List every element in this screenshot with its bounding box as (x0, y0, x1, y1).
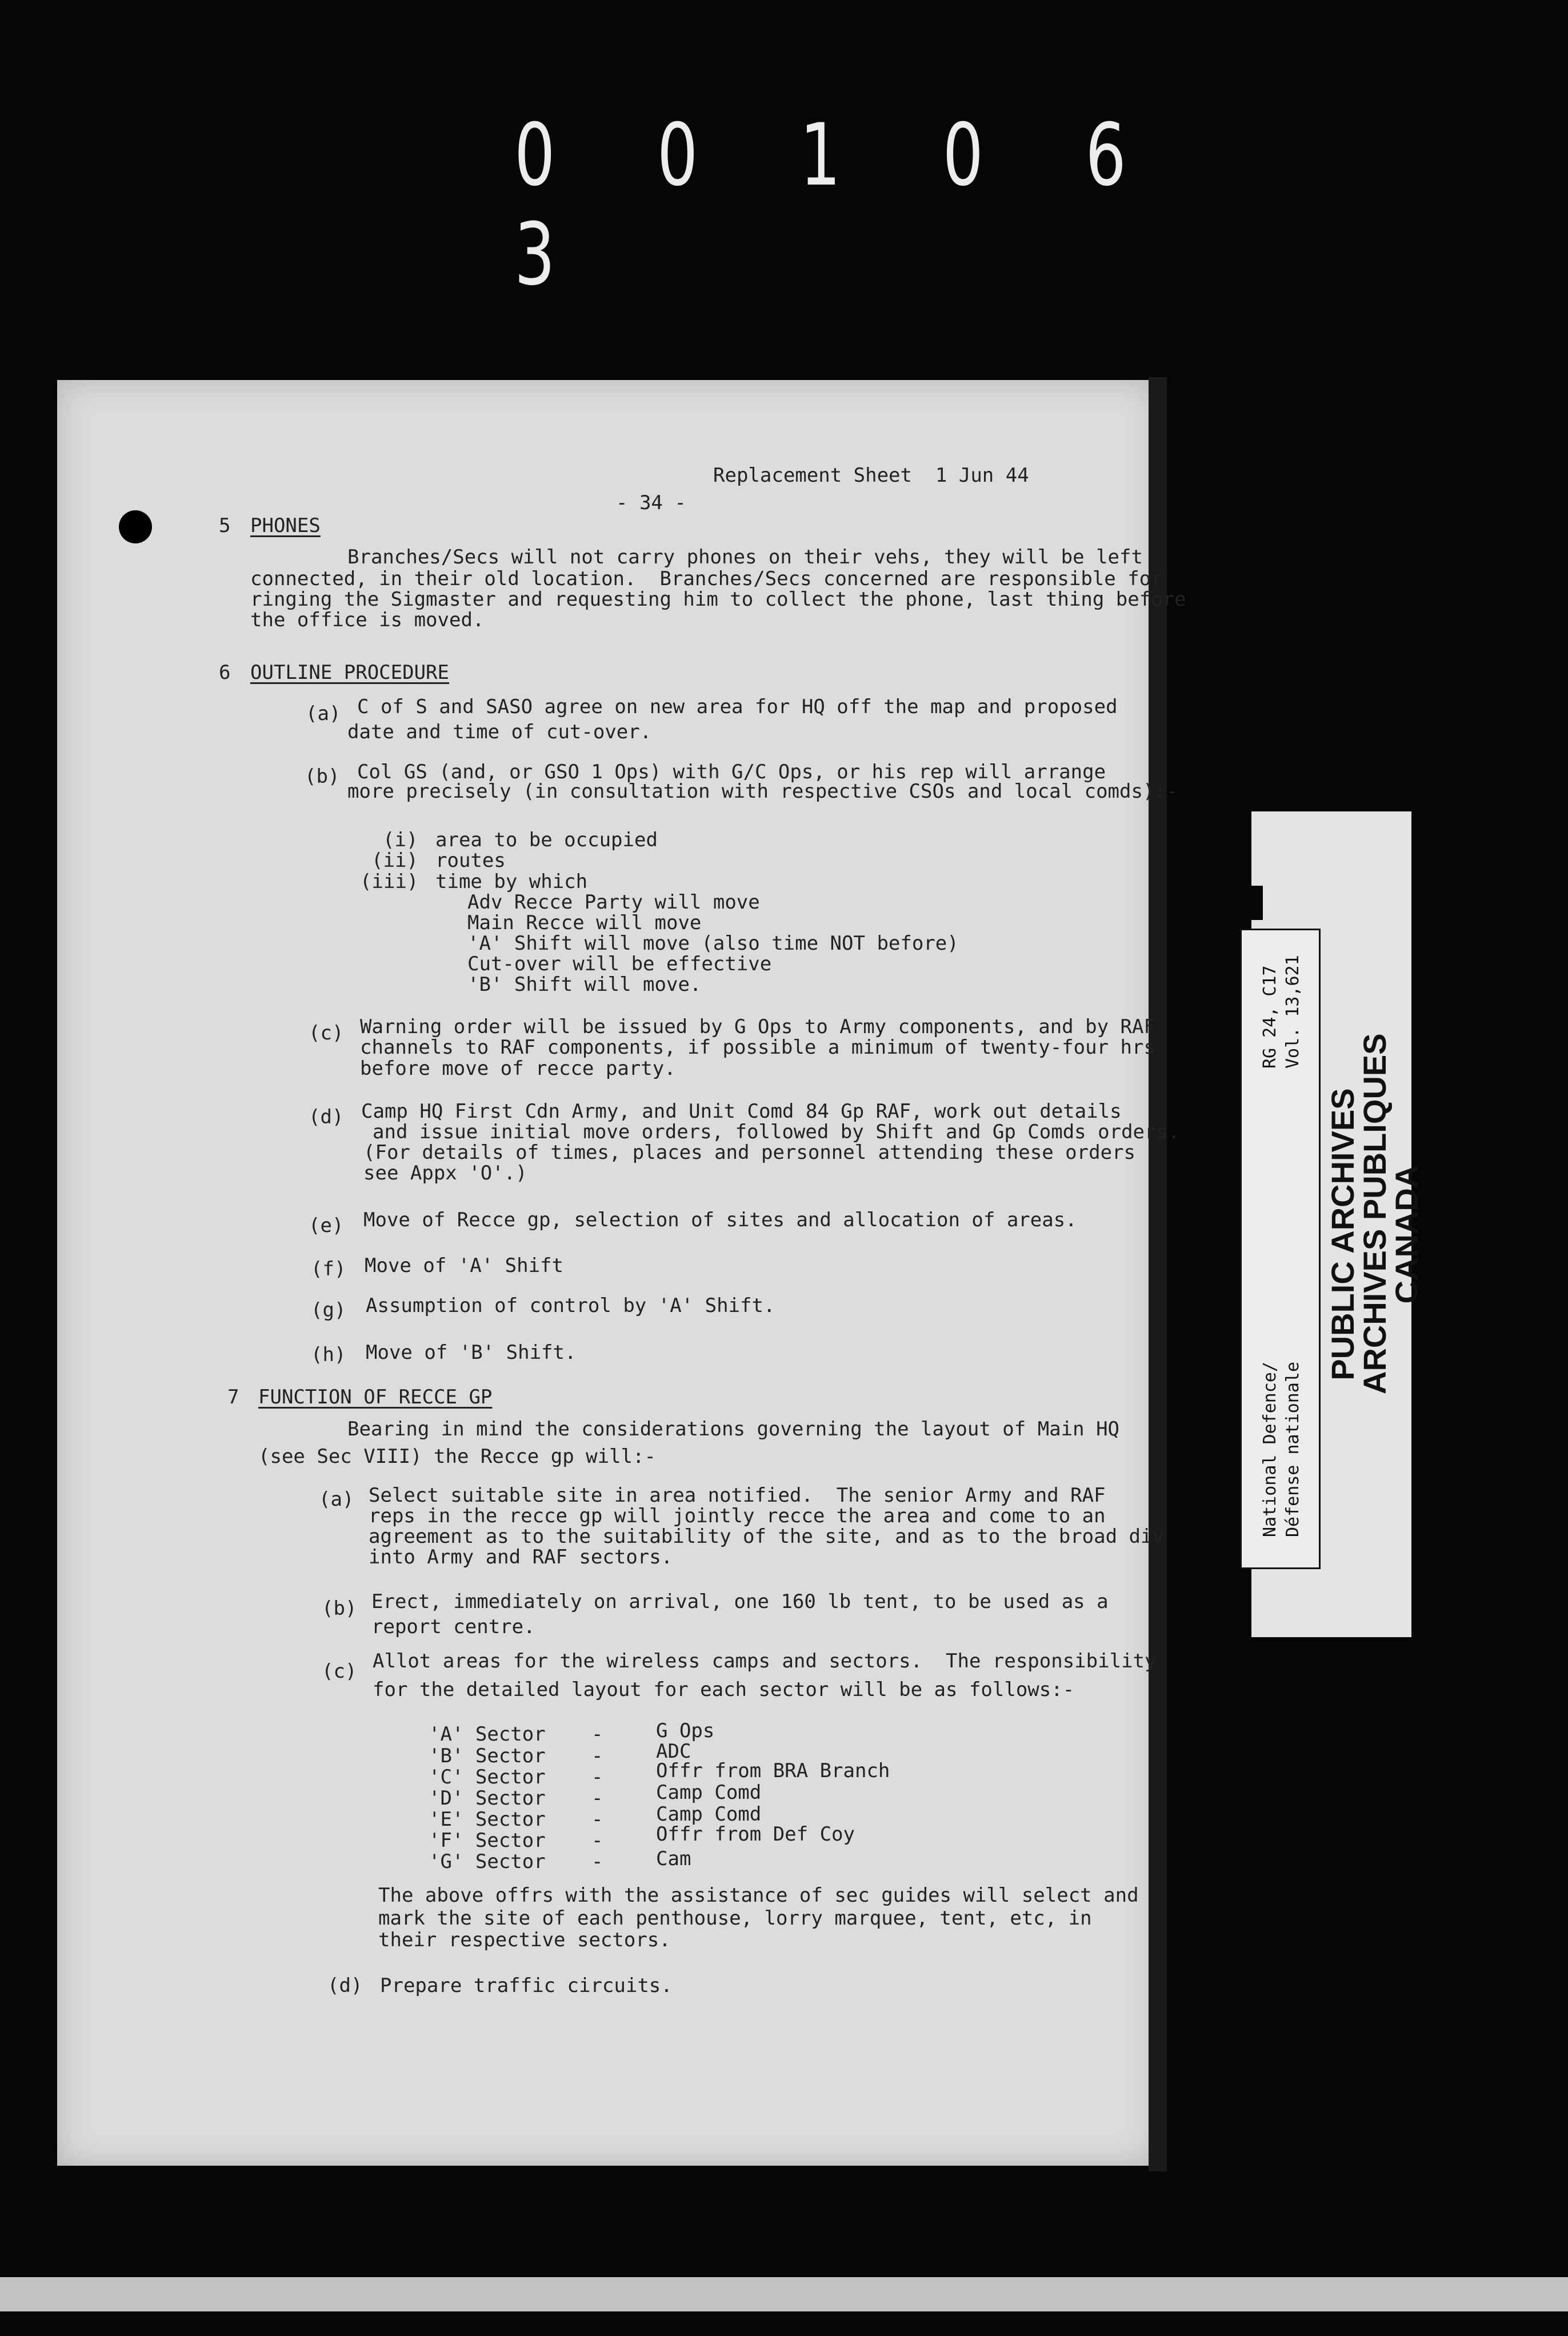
stamp-line-3: CANADA (1389, 1165, 1425, 1304)
item-text: see Appx 'O'.) (363, 1162, 527, 1185)
sector-dash: - (591, 1850, 603, 1873)
item-text: Col GS (and, or GSO 1 Ops) with G/C Ops, or his rep will arrange (357, 761, 1106, 783)
section-5-line: connected, in their old location. Branches/Secs concerned are responsible for (250, 567, 1163, 590)
section-5-line: ringing the Sigmaster and requesting him to collect the phone, last thing before (250, 588, 1186, 611)
sub-item-num: (ii) (371, 849, 418, 872)
sub-item-text: area to be occupied (435, 829, 658, 851)
archive-ref-line-2: Vol. 13,621 (1283, 955, 1303, 1069)
item-text: into Army and RAF sectors. (369, 1546, 673, 1569)
sector-name: 'F' Sector (429, 1829, 546, 1852)
item-text: and issue initial move orders, followed by Shift and Gp Comds orders. (373, 1121, 1180, 1143)
item-label: (a) (306, 702, 341, 725)
item-text: more precisely (in consultation with respective CSOs and local comds):- (347, 780, 1178, 803)
section-7-title: FUNCTION OF RECCE GP (258, 1386, 493, 1409)
frame-number: 0 0 1 0 6 3 (514, 106, 1167, 305)
item-label: (b) (322, 1597, 357, 1620)
archive-dept-line-1: National Defence/ (1260, 1361, 1280, 1537)
item-text: report centre. (371, 1615, 535, 1638)
section-7-intro: (see Sec VIII) the Recce gp will:- (258, 1445, 656, 1468)
page-edge-shadow (1149, 377, 1167, 2171)
section-7-number: 7 (227, 1386, 239, 1409)
item-text: Select suitable site in area notified. The senior Army and RAF (369, 1484, 1106, 1507)
sector-dash: - (591, 1745, 603, 1767)
sector-name: 'D' Sector (429, 1787, 546, 1810)
sector-dash: - (591, 1808, 603, 1831)
item-text: Move of Recce gp, selection of sites and allocation of areas. (363, 1209, 1077, 1231)
sector-name: 'A' Sector (429, 1723, 546, 1746)
sector-dash: - (591, 1787, 603, 1810)
item-text: agreement as to the suitability of the site, and as to the broad div (369, 1525, 1164, 1548)
sector-dash: - (591, 1766, 603, 1789)
item-label: (e) (309, 1214, 344, 1237)
item-text: Move of 'B' Shift. (366, 1341, 577, 1364)
item-text: Prepare traffic circuits. (380, 1974, 673, 1997)
archive-reference-slip (1240, 929, 1321, 1569)
item-text: (For details of times, places and personnel attending these orders (363, 1141, 1136, 1164)
section-5-line: the office is moved. (250, 609, 485, 631)
item-text: Move of 'A' Shift (365, 1254, 563, 1277)
sector-responsible: Cam (656, 1847, 691, 1870)
sector-responsible: Offr from Def Coy (656, 1823, 855, 1846)
sector-name: 'E' Sector (429, 1808, 546, 1831)
section-7-after: their respective sectors. (378, 1929, 671, 1951)
sub-item-num: (i) (383, 829, 418, 851)
archive-label-notch (1251, 886, 1263, 920)
stamp-line-1: PUBLIC ARCHIVES (1325, 1088, 1361, 1381)
item-label: (h) (311, 1343, 346, 1366)
item-text: Erect, immediately on arrival, one 160 lb tent, to be used as a (371, 1590, 1109, 1613)
item-label: (d) (309, 1106, 344, 1129)
punch-hole (119, 510, 152, 543)
item-text: channels to RAF components, if possible a minimum of twenty-four hrs (360, 1036, 1155, 1059)
archive-dept-line-2: Défense nationale (1283, 1361, 1303, 1537)
section-6-title: OUTLINE PROCEDURE (250, 661, 449, 684)
item-label: (b) (305, 765, 340, 788)
item-text: for the detailed layout for each sector will be as follows:- (373, 1678, 1075, 1701)
public-archives-stamp (1325, 1033, 1425, 1394)
sector-dash: - (591, 1723, 603, 1746)
sector-dash: - (591, 1829, 603, 1852)
item-label: (d) (327, 1974, 363, 1997)
item-text: Assumption of control by 'A' Shift. (366, 1294, 775, 1317)
item-label: (g) (311, 1299, 346, 1322)
sector-name: 'B' Sector (429, 1745, 546, 1767)
sub-item-text: time by which (435, 870, 588, 893)
sub-sub-item: Cut-over will be effective (467, 953, 772, 975)
archive-ref-line-1: RG 24, C17 (1260, 965, 1280, 1069)
section-6-number: 6 (219, 661, 231, 684)
sector-name: 'C' Sector (429, 1766, 546, 1789)
item-label: (c) (322, 1660, 357, 1683)
item-text: before move of recce party. (360, 1057, 676, 1080)
section-5-number: 5 (219, 514, 231, 537)
sector-name: 'G' Sector (429, 1850, 546, 1873)
item-text: C of S and SASO agree on new area for HQ off the map and proposed (357, 695, 1118, 718)
sector-responsible: ADC (656, 1740, 691, 1763)
item-text: date and time of cut-over. (347, 721, 652, 743)
section-7-after: mark the site of each penthouse, lorry marquee, tent, etc, in (378, 1907, 1092, 1930)
sector-responsible: G Ops (656, 1719, 715, 1742)
item-label: (a) (319, 1488, 354, 1511)
section-7-after: The above offrs with the assistance of sec guides will select and (378, 1884, 1139, 1907)
sub-item-text: routes (435, 849, 506, 872)
section-5-title: PHONES (250, 514, 321, 537)
item-text: Warning order will be issued by G Ops to Army components, and by RAF (360, 1015, 1155, 1038)
section-7-intro: Bearing in mind the considerations governing the layout of Main HQ (347, 1418, 1120, 1441)
page-number: - 34 - (616, 491, 686, 514)
sector-responsible: Camp Comd (656, 1781, 762, 1804)
section-5-line: Branches/Secs will not carry phones on their vehs, they will be left (347, 546, 1143, 569)
item-text: reps in the recce gp will jointly recce the area and come to an (369, 1505, 1106, 1527)
item-label: (f) (311, 1258, 346, 1281)
replacement-sheet-note: Replacement Sheet 1 Jun 44 (713, 464, 1029, 487)
stamp-line-2: ARCHIVES PUBLIQUES (1357, 1033, 1393, 1394)
film-bottom-band (0, 2277, 1568, 2311)
sector-responsible: Offr from BRA Branch (656, 1759, 890, 1782)
sector-responsible: Camp Comd (656, 1803, 762, 1826)
sub-sub-item: Adv Recce Party will move (467, 891, 760, 914)
sub-sub-item: Main Recce will move (467, 911, 702, 934)
sub-sub-item: 'A' Shift will move (also time NOT before) (467, 932, 959, 955)
item-text: Allot areas for the wireless camps and sectors. The responsibility (373, 1650, 1157, 1673)
sub-item-num: (iii) (360, 870, 419, 893)
sub-sub-item: 'B' Shift will move. (467, 973, 702, 996)
item-label: (c) (309, 1022, 344, 1045)
item-text: Camp HQ First Cdn Army, and Unit Comd 84 Gp RAF, work out details (361, 1100, 1122, 1123)
